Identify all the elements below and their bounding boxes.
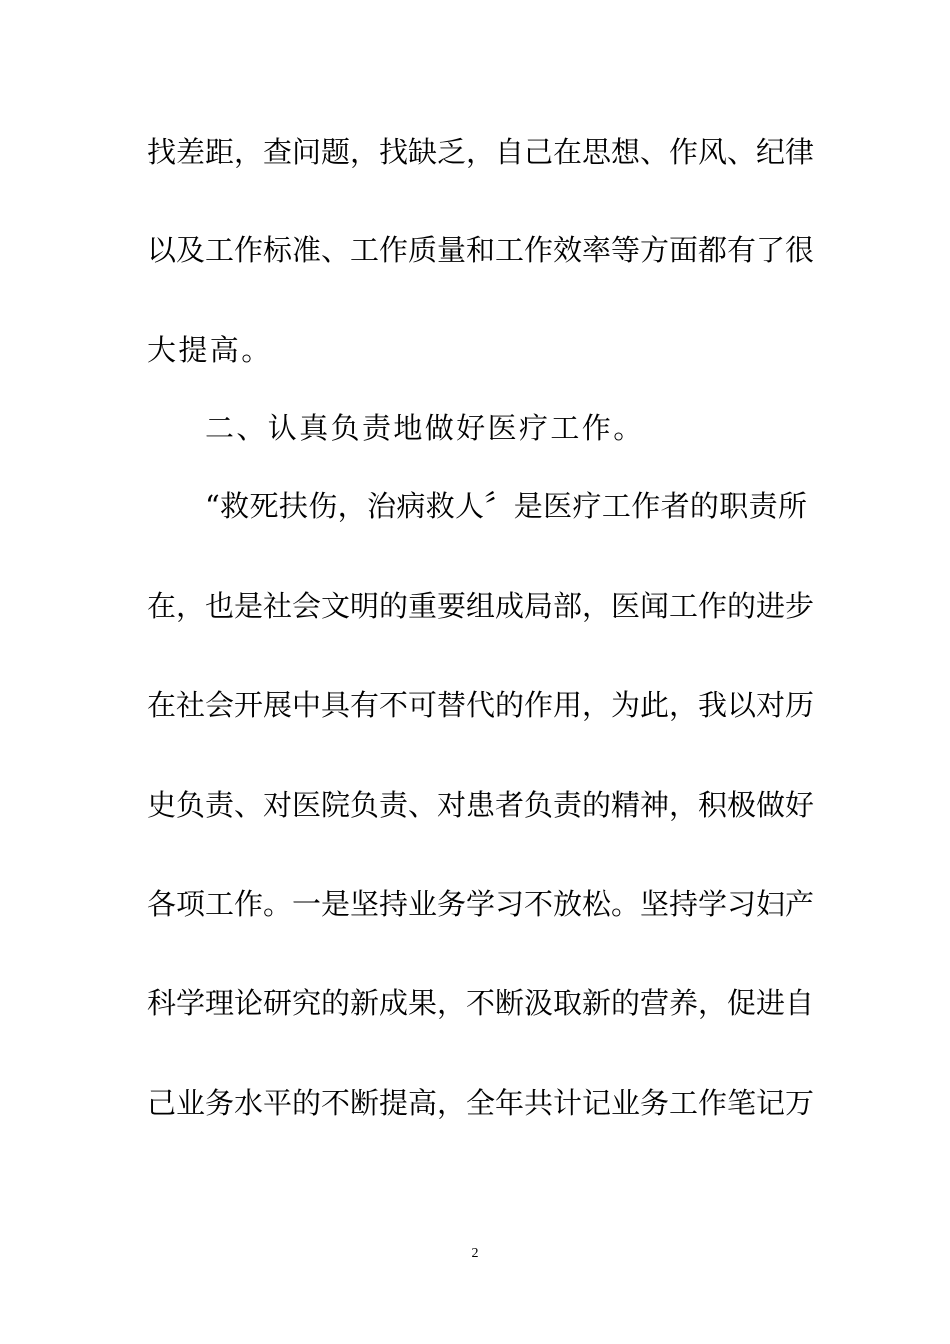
text-line-3: 大提高。 [147, 333, 273, 367]
text-line-11: 己业务水平的不断提高，全年共计记业务工作笔记万 [147, 1086, 815, 1120]
text-line-7: 在社会开展中具有不可替代的作用，为此，我以对历 [147, 688, 815, 722]
text-line-10: 科学理论研究的新成果，不断汲取新的营养，促进自 [147, 986, 815, 1020]
section-heading: 二、认真负责地做好医疗工作。 [205, 411, 645, 445]
text-line-5: “救死扶伤，治病救人〞是医疗工作者的职责所 [205, 489, 807, 523]
text-line-6: 在，也是社会文明的重要组成局部，医闻工作的进步 [147, 589, 815, 623]
text-line-1: 找差距，查问题，找缺乏，自己在思想、作风、纪律 [147, 135, 815, 169]
text-line-8: 史负责、对医院负责、对患者负责的精神，积极做好 [147, 788, 815, 822]
page-number: 2 [471, 1246, 479, 1261]
text-line-2: 以及工作标准、工作质量和工作效率等方面都有了很 [147, 233, 815, 267]
text-line-9: 各项工作。一是坚持业务学习不放松。坚持学习妇产 [147, 887, 815, 921]
